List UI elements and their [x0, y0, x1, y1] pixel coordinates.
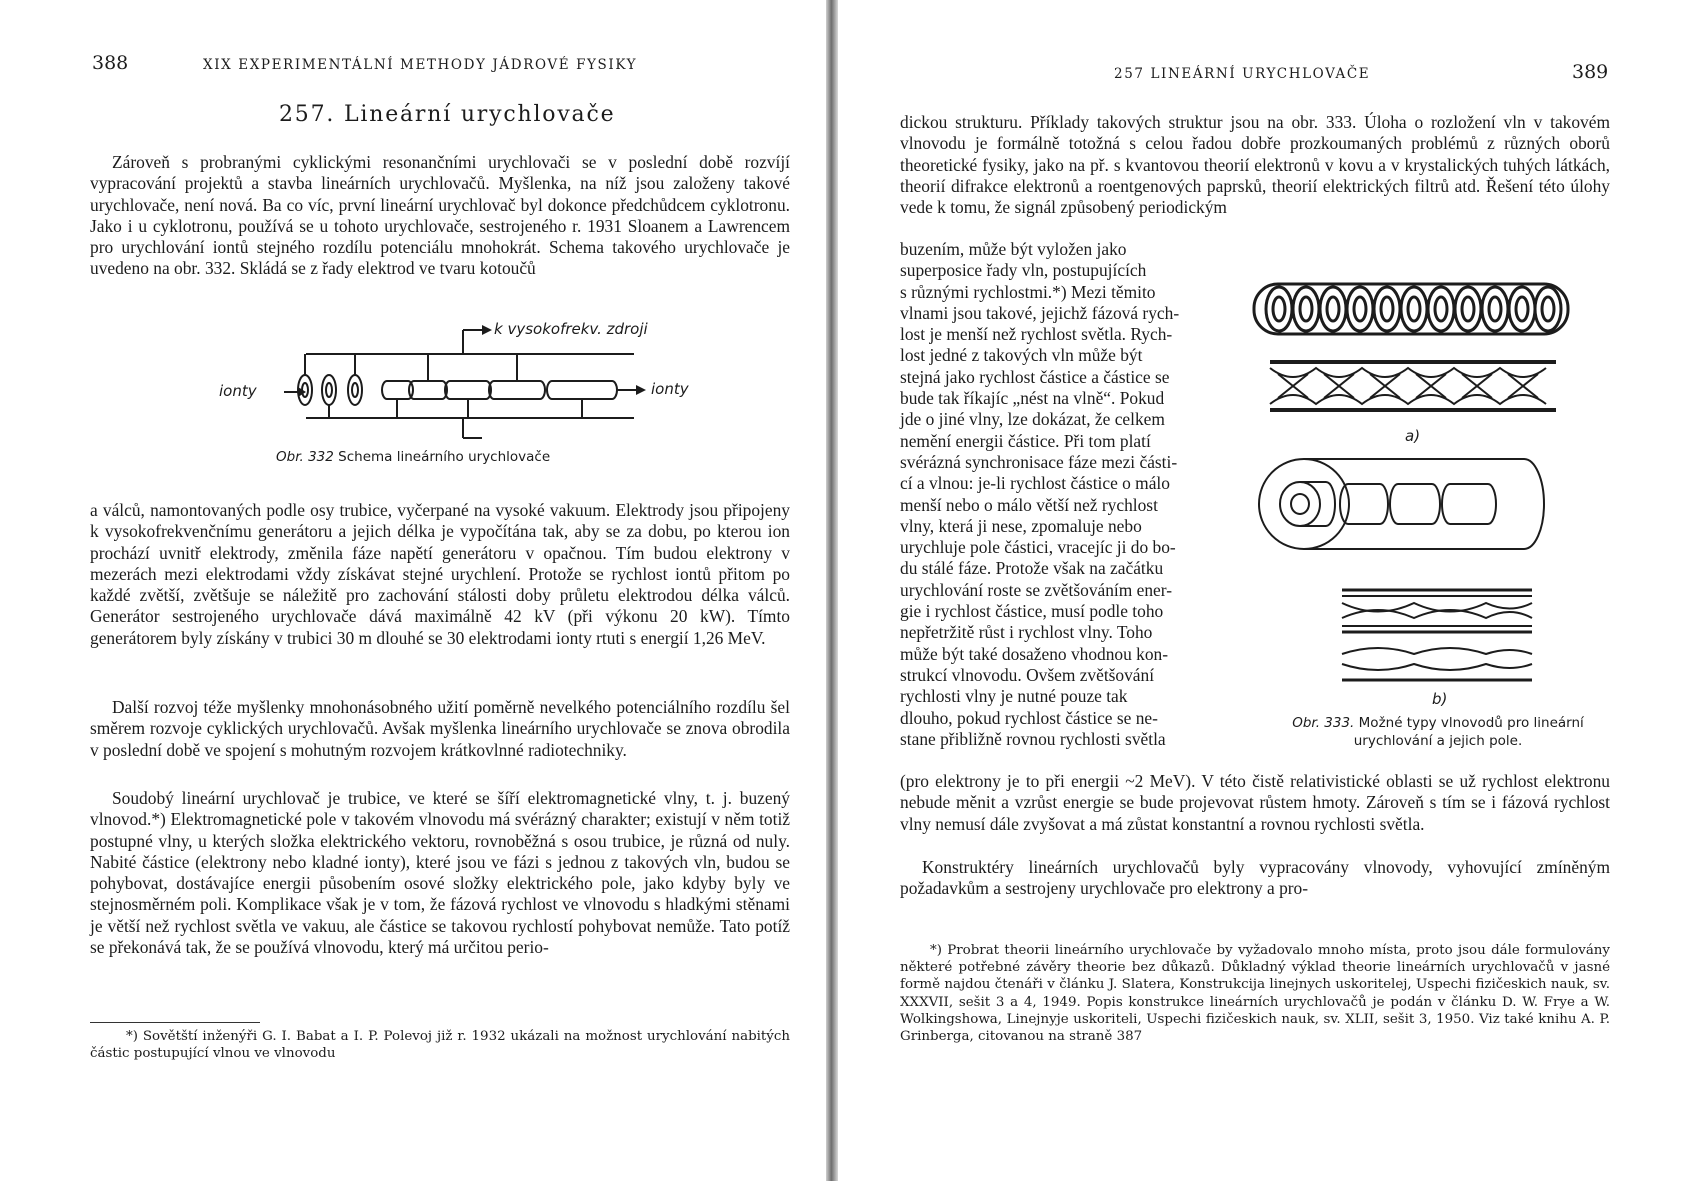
footnote: *) Probrat theorii lineárního urychlovače by vyžadovalo mnoho místa, proto jsou dále formulovány některé potřebné závěry theorie bez důkazů. Důkladný výklad theorie lineárních urychlovačů v jasné formě najdou čtenáři v článku J. Slatera, Konstrukcija linejnych uskoritelej, Uspechi fizičeskich nauk, sv. XXXVII, sešit 3 a 4, 1949. Popis konstrukce lineárních urychlovačů je podán v článku D. W. Frye a W. Wolkingshowa, Linejnyje uskoriteli, Uspechi fizičeskich nauk, sv. XLII, sešit 3, 1950. Viz také knihu A. P. Grinberga, citovanou na straně 387 [900, 943, 1610, 1045]
footnote-rule [90, 1022, 260, 1023]
book-gutter [826, 0, 838, 1181]
label-b: b) [1432, 690, 1448, 708]
waveguide-figure [838, 0, 1683, 720]
text-line: vlny, která ji nese, zpomaluje nebo [900, 515, 1142, 536]
footnote: *) Sovětští inženýři G. I. Babat a I. P. Polevoj již r. 1932 ukázali na možnost urychlování nabitých částic postupující vlnou ve vlnovodu [90, 1029, 790, 1062]
text-line: dlouho, pokud rychlost částice se ne- [900, 707, 1158, 728]
text-line: strukcí vlnovodu. Ovšem zvětšování [900, 664, 1155, 685]
paragraph: Další rozvoj téže myšlenky mnohonásobného užití poměrně nevelkého potenciálního rozdílu šel směrem rozvoje cyklických urychlovačů. Avšak myšlenka lineárního urychlovače se znova obrodila v poslední době ve spojení s mohutným rozvojem krátkovlnné radiotechniky. [90, 697, 790, 760]
paragraph: (pro elektrony je to při energii ~2 MeV). V této čistě relativistické oblasti se už rychlost elektronu nebude měnit a vzrůst energie se bude projevovat růstem hmoty. Zároveň s tím se i fázová rychlost vlny nemusí dále zvyšovat a má zůstat konstantní a rovnou rychlosti světla. [900, 771, 1610, 834]
caption-number: Obr. 333. [1292, 715, 1355, 731]
right-page [838, 0, 1683, 1181]
text-line: buzením, může být vyložen jako [900, 239, 1127, 259]
label-ions-in: ionty [219, 382, 257, 400]
caption-text: Možné typy vlnovodů pro lineární urychlování a jejich pole. [1353, 715, 1584, 749]
text-line: superposice řady vln, postupujících [900, 260, 1147, 281]
figure-caption [1288, 714, 1588, 750]
text-line: lost je menší než rychlost světla. Rych- [900, 324, 1173, 345]
text-line: svérázná synchronisace fáze mezi části- [900, 451, 1178, 472]
paragraph: dickou strukturu. Příklady takových struktur jsou na obr. 333. Úloha o rozložení vln v takovém vlnovodu je formálně totožná s celou řadou dobře prozkoumaných problémů z různých oborů theoretické fysiky, jako na př. s kvantovou theorií elektronů v kovu a v krystalických tuhých látkách, theorií difrakce elektronů a roentgenových paprsků, theorií elektrických filtrů atd. Řešení této úlohy vede k tomu, že signál způsobený periodickým [900, 112, 1610, 218]
text-line: rychlosti vlny je nutné pouze tak [900, 686, 1128, 707]
running-head: XIX EXPERIMENTÁLNÍ METHODY JÁDROVÉ FYSIKY [203, 57, 638, 73]
text-line: urychlování roste se zvětšováním ener- [900, 579, 1173, 600]
text-line: gie i rychlost částice, musí podle toho [900, 601, 1164, 622]
page-number: 388 [92, 52, 129, 74]
text-line: lost jedné z takových vln může být [900, 345, 1143, 366]
label-a: a) [1405, 427, 1421, 445]
text-line: menší nebo o málo větší než rychlost [900, 494, 1158, 515]
text-line: cí a vlnou: je-li rychlost částice o málo [900, 473, 1170, 494]
text-line: s různými rychlostmi.*) Mezi těmito [900, 281, 1156, 302]
section-title: 257. Lineární urychlovače [279, 102, 616, 127]
paragraph: Zároveň s probranými cyklickými resonančními urychlovači se v poslední době rozvíjí vypracování projektů a stavba lineárních urychlovačů. Myšlenka, na níž jsou založeny takové urychlovače, není nová. Ba co víc, první lineární urychlovač byl dokonce předchůdcem cyklotronu. Jako i u cyklotronu, používá se u tohoto urychlovače, sestrojeného r. 1931 Sloanem a Lawrencem pro urychlování iontů stejného rozdílu potenciálu mnohokrát. Schema takového urychlovače je uvedeno na obr. 332. Skládá se z řady elektrod ve tvaru kotoučů [90, 152, 790, 279]
caption-number: Obr. 332 [276, 449, 334, 465]
text-line: vlnami jsou takové, jejichž fázová rych- [900, 302, 1180, 323]
caption-text: Schema lineárního urychlovače [338, 449, 551, 465]
paragraph: Konstruktéry lineárních urychlovačů byly vypracovány vlnovody, vyhovující zmíněným požadavkům a sestrojeny urychlovače pro elektrony a pro- [900, 857, 1610, 899]
text-line: du stálé fáze. Protože však na začátku [900, 558, 1164, 579]
label-hf-source: k vysokofrekv. zdroji [494, 320, 648, 338]
paragraph: Soudobý lineární urychlovač je trubice, ve které se šíří elektromagnetické vlny, t. j. buzený vlnovod.*) Elektromagnetické pole v takovém vlnovodu má svérázný charakter; existují v něm totiž postupné vlny, u kterých složka elektrického vektoru, rovnoběžná s osou trubice, je různá od nuly. Nabité částice (elektrony nebo kladné ionty), které jsou ve fázi s jednou z takových vln, budou se pohybovat, dostávajíce energii působením osové složky elektrického pole, jako kdyby byly ve stejnosměrném poli. Komplikace však je v tom, že fázová rychlost ve vlnovodu s hladkými stěnami je větší než rychlost světla ve vakuu, ale částice se takovou rychlostí pohybovat nemůže. Tato potíž se překonává tak, že se používá vlnovodu, který má určitou perio- [90, 788, 790, 958]
text-line: nepřetržitě růst i rychlost vlny. Toho [900, 622, 1153, 643]
text-line: může být také dosaženo vhodnou kon- [900, 643, 1169, 664]
text-line: urychluje pole částici, vracejíc ji do bo- [900, 537, 1176, 558]
left-page [0, 0, 826, 1181]
paragraph: a válců, namontovaných podle osy trubice, vyčerpané na vysoké vakuum. Elektrody jsou připojeny k vysokofrekvenčnímu generátoru a jejich délka je vypočítána tak, aby se za dobu, po kterou ion prochází uvnitř elektrody, změnila fáze napětí generátoru v opačnou. Tím budou elektrony v mezerách mezi elektrodami vždy získávat stejné urychlení. Protože se rychlost iontů přitom po každé zvětší, zvětšuje se náležitě pro zachování stálosti doby průletu elektrodou délka válců. Generátor sestrojeného urychlovače dává maximálně 42 kV (při výkonu 20 kW). Tímto generátorem byly získány v trubici 30 m dlouhé se 30 elektrodami ionty rtuti s energií 1,26 MeV. [90, 500, 790, 648]
text-line: stejná jako rychlost částice a částice se [900, 366, 1170, 387]
running-head: 257 LINEÁRNÍ URYCHLOVAČE [1114, 66, 1371, 82]
page-number: 389 [1572, 61, 1609, 83]
text-line: nemění energii částice. Při tom platí [900, 430, 1151, 451]
text-line: stane přibližně rovnou rychlosti světla [900, 728, 1166, 749]
accelerator-schematic [0, 0, 826, 470]
text-line: bude tak říkajíc „nést na vlně“. Pokud [900, 388, 1165, 409]
figure-caption [276, 449, 550, 465]
label-ions-out: ionty [651, 380, 689, 398]
text-line: jde o jiné vlny, lze dokázat, že celkem [900, 409, 1165, 430]
